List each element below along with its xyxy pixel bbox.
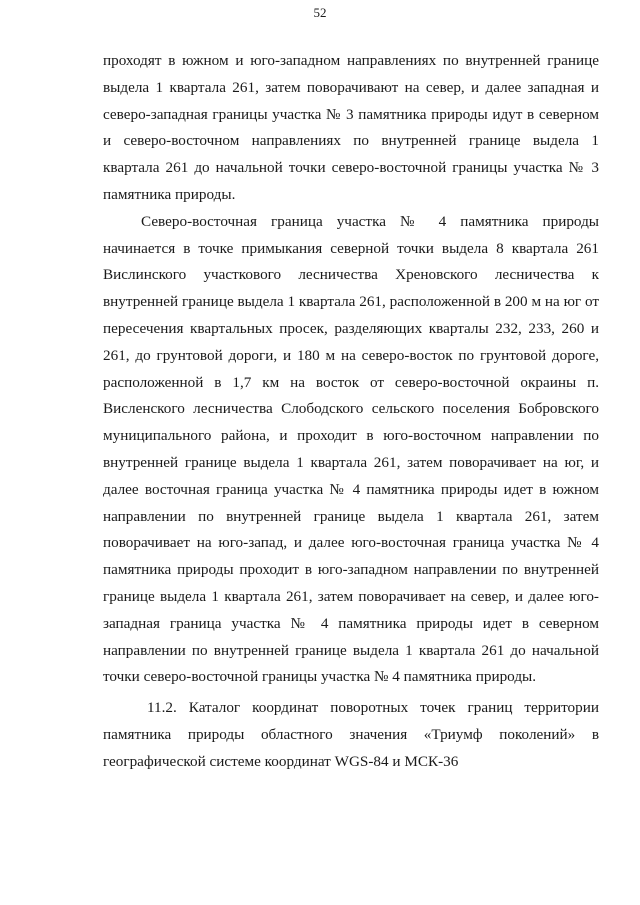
- page-number: 52: [313, 5, 327, 20]
- paragraph-plot-3-boundary-end: проходят в южном и юго-западном направлениях по внутренней границе выдела 1 квартала 261, затем поворачивают на север, и далее западная и северо-западная границы участка № 3 памятника природы идут в северном и северо-восточном направлениях по внутренней границе выдела 1 квартала 261 до начальной точки северо-восточной границы участка № 3 памятника природы.: [103, 52, 599, 203]
- document-body: [103, 48, 599, 776]
- paragraph-plot-4-boundary: Северо-восточная граница участка № 4 памятника природы начинается в точке примыкания северной точки выдела 8 квартала 261 Вислинского участкового лесничества Хреновского лесничества к внутренней границе выдела 1 квартала 261, расположенной в 200 м на юг от пересечения квартальных просек, разделяющих кварталы 232, 233, 260 и 261, до грунтовой дороги, и 180 м на северо-восток по грунтовой дороге, расположенной в 1,7 км на восток от северо-восточной окраины п. Висленского лесничества Слободского сельского поселения Бобровского муниципального района, и проходит в юго-восточном направлении по внутренней границе выдела 1 квартала 261, затем поворачивает на юг, и далее восточная граница участка № 4 памятника природы идет в южном направлении по внутренней границе выдела 1 квартала 261, затем поворачивает на юго-запад, и далее юго-восточная граница участка № 4 памятника природы проходит в юго-западном направлении по внутренней границе выдела 1 квартала 261, затем поворачивает на север, и далее юго-западная граница участка № 4 памятника природы идет в северном направлении по внутренней границе выдела 1 квартала 261 до начальной точки северо-восточной границы участка № 4 памятника природы.: [103, 212, 599, 686]
- section-heading-coordinates-catalog: 11.2. Каталог координат поворотных точек границ территории памятника природы областного значения «Триумф поколений» в географической системе координат WGS-84 и МСК-36: [103, 699, 599, 770]
